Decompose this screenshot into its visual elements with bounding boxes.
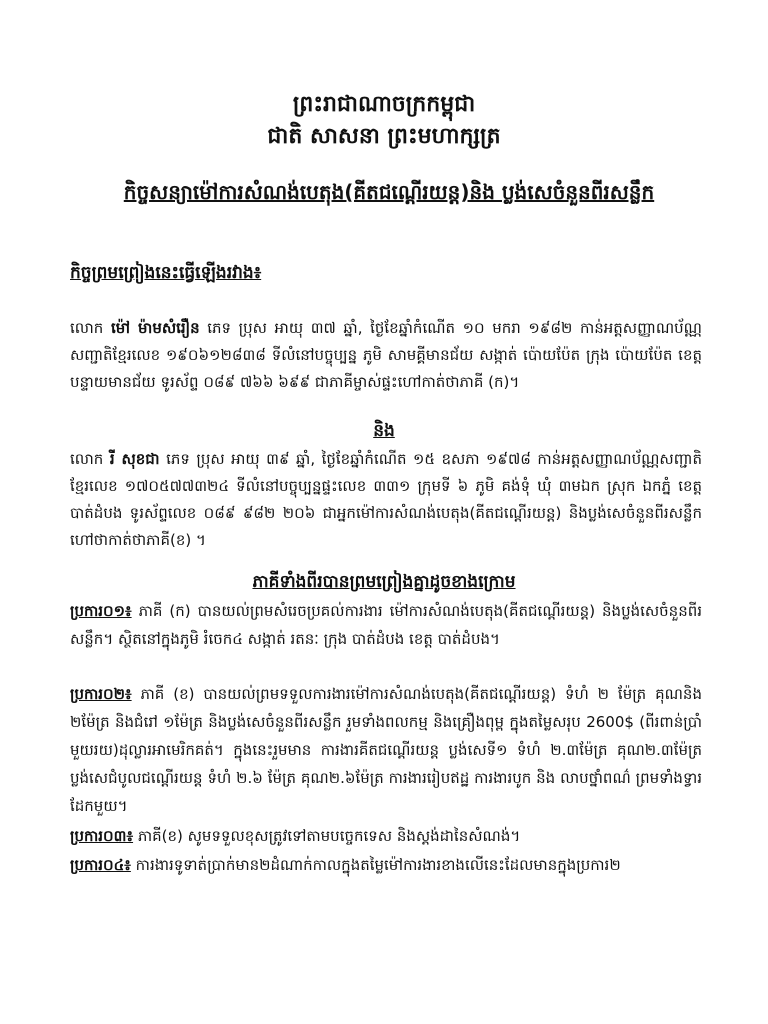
party-b-name: រី សុខជា	[109, 450, 160, 468]
article-1-text: ភាគី (ក) បានយល់ព្រមសំរេចប្រគល់ការងារ ម៉ៅការសំណង់បេតុង(គីតជណ្តើរយន្ត) និងប្លង់សេចំនួនពីរសន្លឹក។ ស្ថិតនៅក្នុងភូមិ រំចេក៤ សង្កាត់ រតនៈ ក្រុង បាត់ដំបង ខេត្ត បាត់ដំបង។	[70, 602, 702, 648]
article-2	[70, 680, 702, 820]
party-a-prefix: លោក	[70, 319, 104, 337]
and-label: និង	[373, 421, 395, 441]
party-a-name: ម៉ៅ ម៉ាមសំរឿន	[110, 319, 200, 337]
contract-title: កិច្ចសន្យាម៉ៅការសំណង់បេតុង(គីតជណ្តើរយន្ត)និង ប្លង់សេចំនួនពីរសន្លឹក	[123, 180, 655, 204]
party-a-paragraph	[70, 315, 702, 396]
article-4-label: ប្រការ០៤៖	[70, 856, 131, 874]
party-b-paragraph	[70, 446, 702, 554]
article-3-label: ប្រការ០៣៖	[70, 827, 134, 845]
article-1-label: ប្រការ០១៖	[70, 602, 132, 620]
article-1	[70, 597, 702, 653]
article-2-label: ប្រការ០២៖	[70, 685, 132, 703]
agreement-heading: ភាគីទាំងពីរបានព្រមព្រៀងគ្នាដូចខាងក្រោម	[252, 572, 516, 592]
kingdom-header: ព្រះរាជាណាចក្រកម្ពុជា	[292, 92, 476, 117]
motto-header: ជាតិ សាសនា ព្រះមហាក្សត្រ	[267, 124, 501, 149]
party-b-details: ភេទ ប្រុស អាយុ ៣៩ ឆ្នាំ, ថ្ងៃខែឆ្នាំកំណើត ១៥ ឧសភា ១៩៧៨ កាន់អត្តសញ្ញាណប័ណ្ណសញ្ជាតិខ្មែរលេខ ១៧០៥៧៧៣២៤ ទីលំនៅបច្ចុប្បន្នផ្ទះលេខ ៣៣១ ក្រុមទី ៦ ភូមិ គង់ទុំ ឃុំ ៣មឯក ស្រុក ឯកភ្នំ ខេត្ត បាត់ដំបង ទូរស័ព្ទលេខ ០៨៩ ៩៨២ ២០៦ ជាអ្នកម៉ៅការសំណង់បេតុង(គីតជណ្តើរយន្ត) និងប្លង់សេចំនួនពីរសន្លឹក ហៅថាកាត់ថាភាគី(ខ) ។	[70, 450, 702, 549]
article-3-text: ភាគី(ខ) សូមទទួលខុសត្រូវទៅតាមបច្ចេកទេស និងស្តង់ដានៃសំណង់។	[137, 827, 521, 845]
parties-subheading: កិច្ចព្រមព្រៀងនេះធ្វើឡើងរវាង៖	[70, 263, 262, 283]
article-4	[70, 851, 702, 879]
article-4-text: ការងារទូទាត់ប្រាក់មាន២ដំណាក់កាលក្នុងតម្លៃម៉ៅការងារខាងលើនេះដែលមានក្នុងប្រការ២	[135, 856, 621, 874]
article-3	[70, 822, 702, 850]
party-a-details: ភេទ ប្រុស អាយុ ៣៧ ឆ្នាំ, ថ្ងៃខែឆ្នាំកំណើត ១០ មករា ១៩៨២ កាន់អត្តសញ្ញាណប័ណ្ណសញ្ជាតិខ្មែរលេខ ១៩០៦១២៨៣៨ ទីលំនៅបច្ចុប្បន្ន ភូមិ សាមគ្គីមានជ័យ សង្កាត់ ប៉ោយប៉ែត ក្រុង ប៉ោយប៉ែត ខេត្តបន្ទាយមានជ័យ ទូរស័ព្ទ ០៨៩ ៧៦៦ ៦៩៩ ជាភាគីម្ចាស់ផ្ទះហៅកាត់ថាភាគី (ក)។	[70, 319, 702, 391]
party-b-prefix: លោក	[70, 450, 104, 468]
article-2-text: ភាគី (ខ) បានយល់ព្រមទទួលការងារម៉ៅការសំណង់បេតុង(គីតជណ្តើរយន្ត) ទំហំ ២ ម៉ែត្រ គុណនិង ២ម៉ែត្រ និងជំរៅ ១ម៉ែត្រ និងប្លង់សេចំនួនពីរសន្លឹក រួមទាំងពលកម្ម និងគ្រឿងពុម្ព ក្នុងតម្លៃសរុប 2600$ (ពីរពាន់ប្រាំមួយរយ)ដុល្លារអាមេរិកគត់។ ក្នុងនេះរួមមាន ការងារគីតជណ្តើរយន្ត ប្លង់សេទី១ ទំហំ ២.៣ម៉ែត្រ គុណ២.៣ម៉ែត្រ ប្លង់សេជំបូលជណ្តើរយន្ត ទំហំ ២.៦ ម៉ែត្រ គុណ២.៦ម៉ែត្រ ការងាររៀបឥដ្ឋ ការងារបូក និង លាបថ្នាំពណ៌ ព្រមទាំងទ្វារដែកមួយ។	[70, 685, 702, 815]
